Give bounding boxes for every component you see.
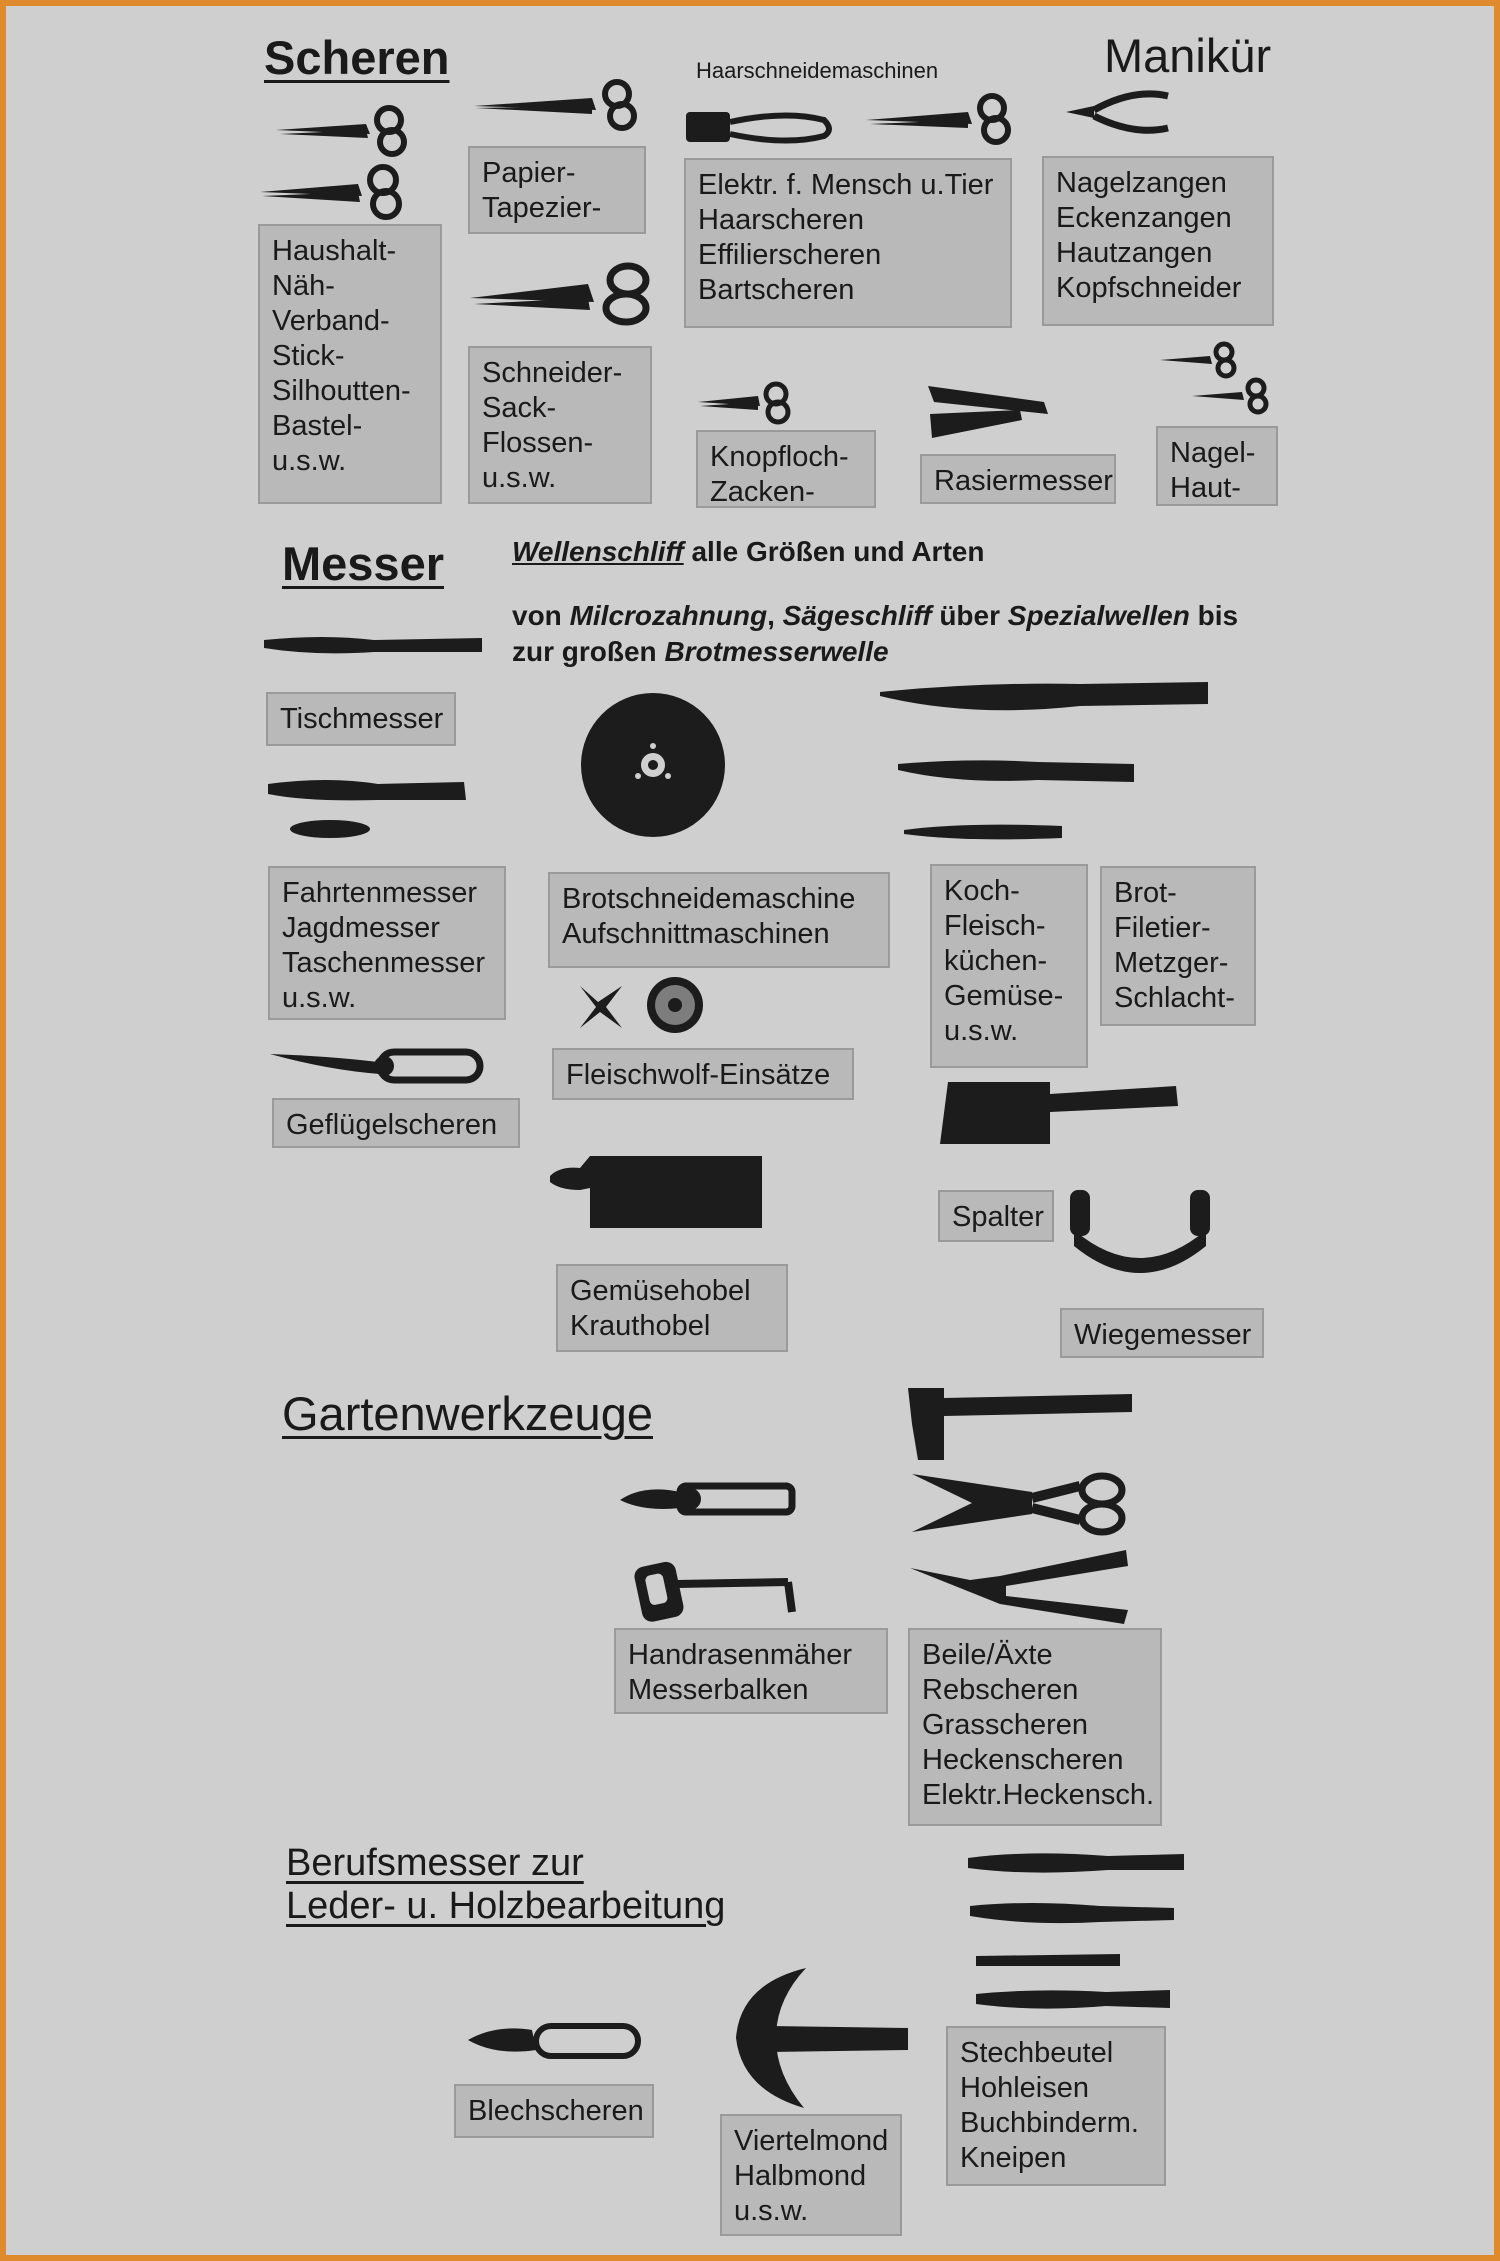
nail-clipper-icon xyxy=(1064,88,1174,138)
knife-icon xyxy=(898,754,1138,790)
box-rasiermesser: Rasiermesser xyxy=(920,454,1116,504)
label-haarschneidemaschinen: Haarschneidemaschinen xyxy=(696,58,939,83)
box-koch: Koch- Fleisch- küchen- Gemüse- u.s.w. xyxy=(930,864,1088,1068)
box-spalter: Spalter xyxy=(938,1190,1054,1242)
scissors-icon xyxy=(696,380,806,424)
note-micro: Milcrozahnung xyxy=(569,600,768,631)
chisel-icon xyxy=(968,1846,1188,1880)
scissors-icon xyxy=(1190,378,1280,414)
pruning-shears-icon xyxy=(620,1478,800,1520)
note-ueber: über xyxy=(931,600,1008,631)
section-title-manikuer: Manikür xyxy=(1104,29,1272,82)
box-nagelzangen: Nagelzangen Eckenzangen Hautzangen Kopfschneider xyxy=(1042,156,1274,326)
scissors-icon xyxy=(472,80,652,130)
mandoline-icon xyxy=(550,1152,766,1232)
tin-snips-icon xyxy=(466,2018,646,2064)
box-viertelmond: Viertelmond Halbmond u.s.w. xyxy=(720,2114,902,2236)
box-schneider: Schneider- Sack- Flossen- u.s.w. xyxy=(468,346,652,504)
box-gefluegel: Geflügelscheren xyxy=(272,1098,520,1148)
section-title-scheren: Scheren xyxy=(264,31,450,84)
grass-shears-icon xyxy=(912,1468,1132,1538)
box-knopfloch: Knopfloch- Zacken- xyxy=(696,430,876,508)
poultry-shears-icon xyxy=(268,1040,488,1088)
box-wiegemesser: Wiegemesser xyxy=(1060,1308,1264,1358)
round-knife-icon xyxy=(730,1964,910,2110)
box-haushalt: Haushalt- Näh- Verband- Stick- Silhoutten- Bastel- u.s.w. xyxy=(258,224,442,504)
section-title-messer: Messer xyxy=(282,537,444,590)
knife-icon xyxy=(264,630,484,660)
chisel-icon xyxy=(976,1948,1122,1972)
box-stechbeutel: Stechbeutel Hohleisen Buchbinderm. Kneipen xyxy=(946,2026,1166,2186)
slicer-blade-icon xyxy=(580,692,726,838)
note-comma: , xyxy=(767,600,783,631)
scissors-icon xyxy=(274,104,424,156)
hair-clipper-icon xyxy=(686,102,836,152)
note-brot: Brotmesserwelle xyxy=(664,636,889,667)
berufsmesser-line-2: Leder- u. Holzbearbeitung xyxy=(286,1885,726,1927)
box-blechscheren: Blechscheren xyxy=(454,2084,654,2138)
lawnmower-icon xyxy=(638,1552,798,1624)
note-spezial: Spezialwellen xyxy=(1007,600,1190,631)
box-beile: Beile/Äxte Rebscheren Grasscheren Heckenscheren Elektr.Heckensch. xyxy=(908,1628,1162,1826)
section-title-gartenwerkzeuge: Gartenwerkzeuge xyxy=(282,1387,653,1440)
note-wellenschliff xyxy=(512,534,984,570)
knife-icon xyxy=(904,820,1064,842)
scissors-icon xyxy=(468,258,658,328)
note-zahnung xyxy=(512,598,1272,670)
knife-icon xyxy=(268,774,468,808)
note-bis: bis xyxy=(1189,600,1239,631)
box-tischmesser: Tischmesser xyxy=(266,692,456,746)
axe-icon xyxy=(908,1384,1134,1462)
note-wellenschliff-rest: alle Größen und Arten xyxy=(683,536,985,567)
scissors-icon xyxy=(258,164,418,220)
note-wellenschliff-em: Wellenschliff xyxy=(512,536,684,567)
knife-icon xyxy=(880,678,1210,728)
section-title-berufsmesser xyxy=(286,1842,725,1928)
box-fleischwolf: Fleischwolf-Einsätze xyxy=(552,1048,854,1100)
cleaver-icon xyxy=(940,1078,1180,1148)
note-zur: zur großen xyxy=(512,636,665,667)
box-nagelhaut: Nagel- Haut- xyxy=(1156,426,1278,506)
knife-icon xyxy=(288,818,372,840)
box-papier: Papier- Tapezier- xyxy=(468,146,646,234)
mezzaluna-icon xyxy=(1066,1186,1214,1286)
box-fahrtenmesser: Fahrtenmesser Jagdmesser Taschenmesser u.s.w. xyxy=(268,866,506,1020)
grinder-plate-icon xyxy=(646,976,704,1034)
hedge-shears-icon xyxy=(910,1540,1130,1626)
chisel-icon xyxy=(976,1984,1172,2014)
scissors-icon xyxy=(1158,342,1248,378)
box-handrasen: Handrasenmäher Messerbalken xyxy=(614,1628,888,1714)
note-von: von xyxy=(512,600,570,631)
berufsmesser-line-1: Berufsmesser zur xyxy=(286,1842,584,1884)
chisel-icon xyxy=(970,1896,1176,1928)
straight-razor-icon xyxy=(924,380,1054,442)
box-gemuesehobel: Gemüsehobel Krauthobel xyxy=(556,1264,788,1352)
grinder-plate-icon xyxy=(576,982,626,1032)
scissors-icon xyxy=(864,92,1024,144)
box-elektr: Elektr. f. Mensch u.Tier Haarscheren Effilierscheren Bartscheren xyxy=(684,158,1012,328)
note-saege: Sägeschliff xyxy=(782,600,932,631)
box-brotschneide: Brotschneidemaschine Aufschnittmaschinen xyxy=(548,872,890,968)
box-brotfiletier: Brot- Filetier- Metzger- Schlacht- xyxy=(1100,866,1256,1026)
